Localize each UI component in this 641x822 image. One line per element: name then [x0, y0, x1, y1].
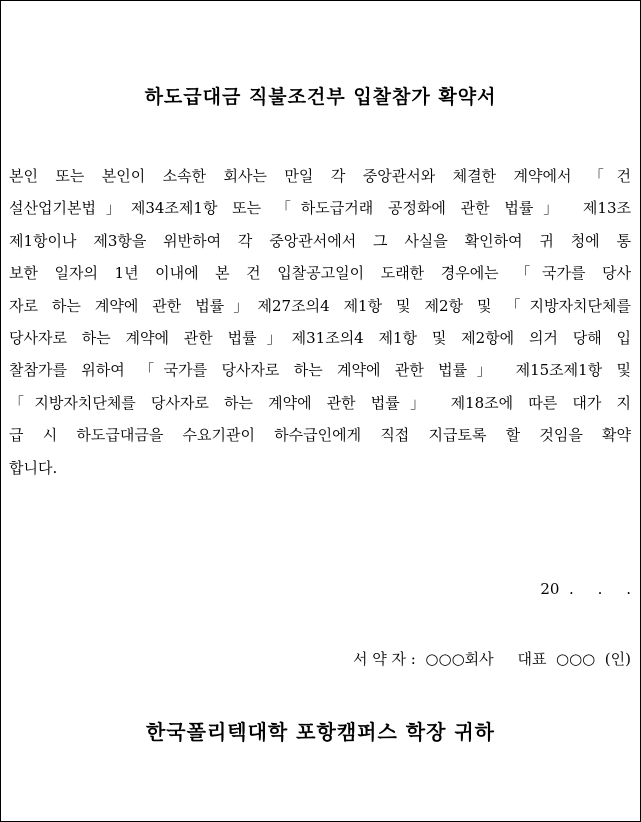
- body-line: 합니다.: [9, 458, 58, 477]
- recipient-line: 한국폴리텍대학 포항캠퍼스 학장 귀하: [145, 720, 495, 744]
- body-line: 본인 또는 본인이 소속한 회사는 만일 각 중앙관서와 체결한 계약에서 「건: [9, 167, 631, 185]
- body-line: 보한 일자의 1년 이내에 본 건 입찰공고일이 도래한 경우에는 「국가를 당사: [9, 264, 631, 283]
- body-line: 제1항이나 제3항을 위반하여 각 중앙관서에서 그 사실을 확인하여 귀 청에 통: [9, 231, 631, 250]
- date-line: 20 . . .: [540, 580, 631, 598]
- document-body: [9, 160, 631, 484]
- document-title: 하도급대금 직불조건부 입찰참가 확약서: [144, 86, 497, 108]
- body-line: 찰참가를 위하여 「국가를 당사자로 하는 계약에 관한 법률」 제15조제1항 및: [9, 361, 631, 380]
- body-line: 자로 하는 계약에 관한 법률」제27조의4 제1항 및 제2항 및 「지방자치단체를: [9, 296, 631, 315]
- body-line: 급 시 하도급대금을 수요기관이 하수급인에게 직접 지급토록 할 것임을 확약: [9, 426, 631, 445]
- body-line: 설산업기본법」제34조제1항 또는 「하도급거래 공정화에 관한 법률」 제13조: [9, 199, 631, 218]
- signer-line: 서 약 자 : ○○○회사 대표 ○○○ (인): [353, 650, 631, 668]
- body-line: 당사자로 하는 계약에 관한 법률」제31조의4 제1항 및 제2항에 의거 당해 입: [9, 328, 631, 347]
- body-line: 「지방자치단체를 당사자로 하는 계약에 관한 법률」 제18조에 따른 대가 지: [9, 393, 631, 412]
